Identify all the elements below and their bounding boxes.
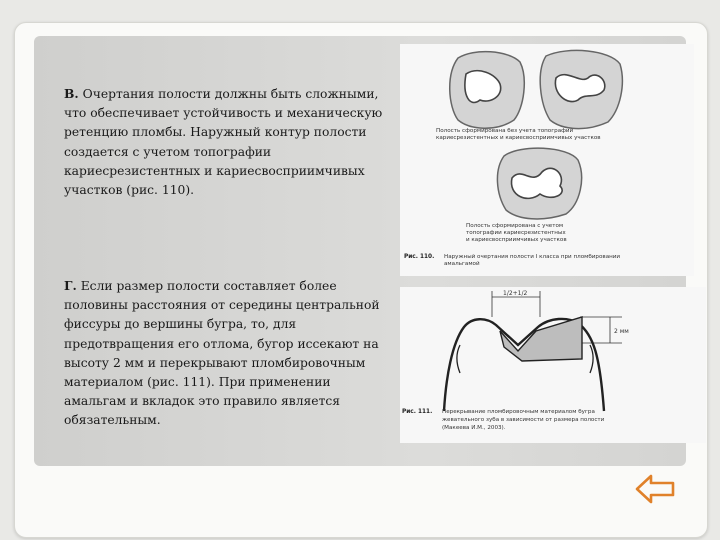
- fig110-caption-num: Рис. 110.: [404, 254, 435, 260]
- fig110-label-bottom-1: Полость сформирована с учетом: [466, 223, 564, 229]
- fig111-dim-side: 2 мм: [614, 328, 629, 335]
- fig111-caption-1: Перекрывание пломбировочным материалом бугра: [442, 409, 595, 415]
- fig111-caption-3: (Макеева И.М., 2003).: [442, 425, 506, 431]
- back-button[interactable]: [634, 472, 676, 506]
- tooth-bottom: [497, 148, 581, 219]
- figure-110-drawing: [400, 44, 694, 276]
- figure-111-drawing: [400, 287, 706, 443]
- tooth-section: [444, 317, 604, 411]
- tooth-top-right: [540, 50, 622, 128]
- figure-111: [400, 287, 706, 443]
- fig110-label-bottom-3: и кариесвосприимчивых участков: [466, 237, 567, 243]
- fig111-caption-num: Рис. 111.: [402, 409, 433, 415]
- tooth-top-left: [450, 52, 525, 129]
- paragraph-g-text: Если размер полости составляет более половины расстояния от середины центральной фиссуры до вершины бугра, то, для предотвращения его отлома, бугор иссекают на высоту 2 мм и перекрывают пломбировочным материалом (рис. 111). При применении амальгам и вкладок это правило является обязательным.: [64, 279, 380, 428]
- paragraph-b-text: Очертания полости должны быть сложными, что обеспечивает устойчивость и механическую ретенцию пломбы. Наружный контур полости создается с учетом топографии кариесрезистентных и кариесвосприимчивых участков (рис. 110).: [64, 87, 383, 198]
- fig111-dim-top: 1/2+1/2: [503, 290, 528, 297]
- fig110-label-bottom-2: топографии кариесрезистентных: [466, 230, 566, 236]
- fig111-caption-2: жевательного зуба в зависимости от размера полости: [442, 417, 605, 423]
- figure-110: [400, 44, 694, 276]
- dimension-top: [492, 290, 540, 317]
- paragraph-b: [64, 84, 384, 200]
- fig110-label-top-1: Полость сформирована без учета топографии: [436, 128, 574, 134]
- fig110-caption-1: Наружный очертания полости I класса при пломбировании: [444, 254, 621, 260]
- left-arrow-icon: [634, 472, 676, 506]
- fig110-label-top-2: кариесрезистентных и кариесвосприимчивых участков: [436, 135, 601, 141]
- dimension-side: [580, 317, 629, 343]
- fig110-caption-2: амальгамой: [444, 261, 480, 267]
- paragraph-b-marker: В.: [64, 86, 79, 101]
- paragraph-g: [64, 276, 384, 431]
- paragraph-g-marker: Г.: [64, 278, 77, 293]
